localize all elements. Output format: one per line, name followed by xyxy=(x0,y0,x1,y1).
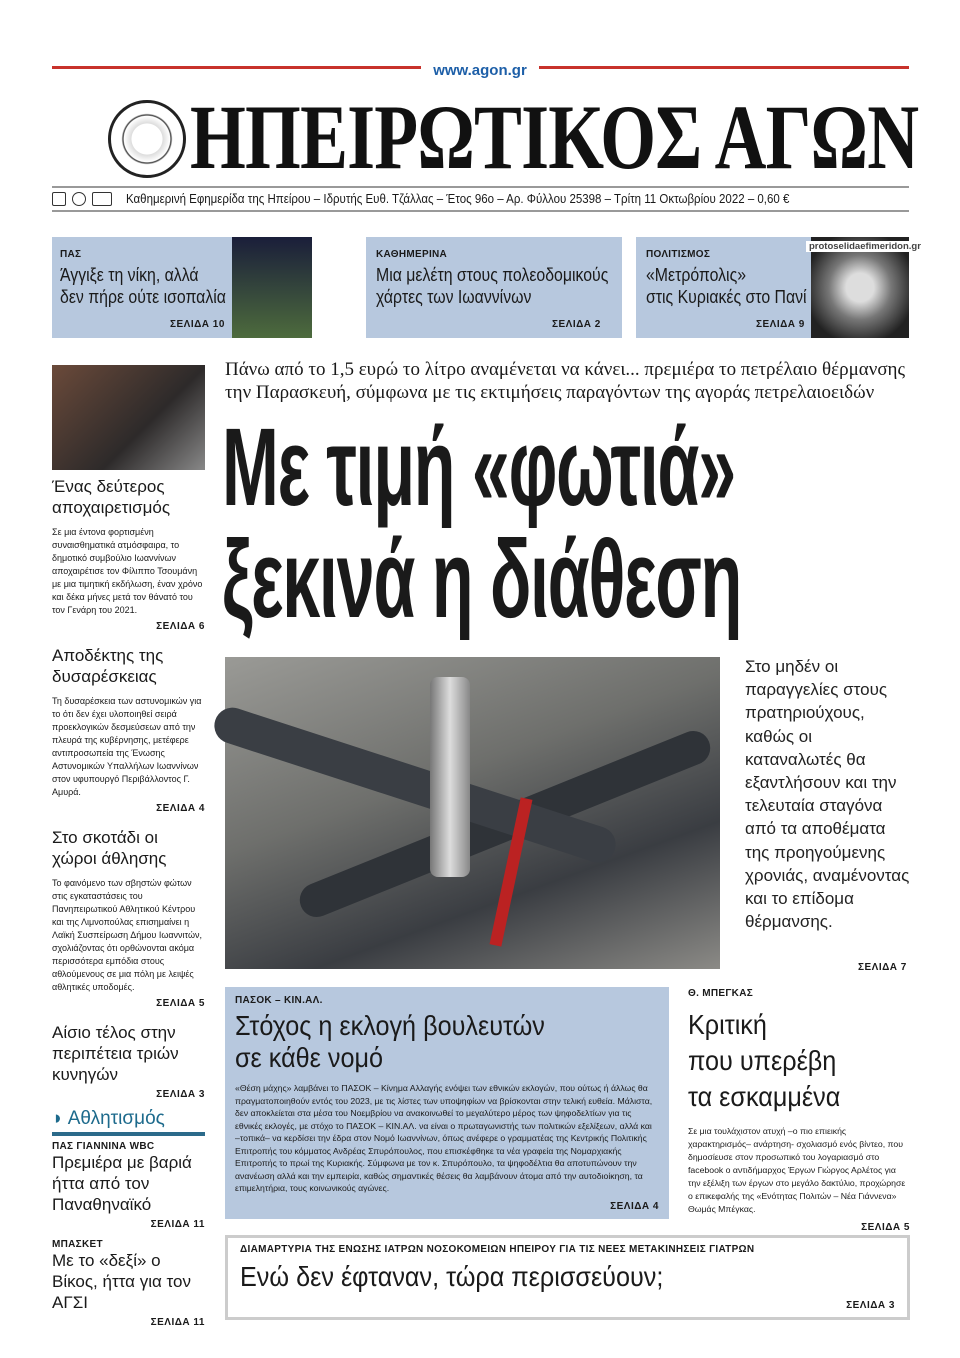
article-kicker: ΜΠΑΣΚΕΤ xyxy=(52,1239,103,1250)
page-ref: ΣΕΛΙΔΑ 3 xyxy=(846,1300,895,1311)
teaser-kicker: ΠΑΣ xyxy=(60,249,82,260)
teaser-pas[interactable] xyxy=(52,237,312,338)
teaser-kathimerina[interactable] xyxy=(366,237,622,338)
article-kicker: ΠΑΣΟΚ – ΚΙΝ.ΑΛ. xyxy=(235,995,323,1006)
article-title: Στόχος η εκλογή βουλευτών xyxy=(235,1010,545,1041)
article-body: Σε μια έντονα φορτισμένη συναισθηματικά ατμόσφαιρα, το δημοτικό συμβούλιο Ιωαννίνων αποχαιρέτισε τον Φίλιππο Τσουμάνη με μια τιμητική εκδήλωση, έναν χρόνο και δέκα μήνες μετά τον θάνατό του τον Γενάρη του 2021. xyxy=(52,527,203,615)
page-ref: ΣΕΛΙΔΑ 4 xyxy=(156,803,205,814)
page-ref: ΣΕΛΙΔΑ 2 xyxy=(552,319,601,330)
teaser-kicker: ΚΑΘΗΜΕΡΙΝΑ xyxy=(376,249,448,260)
lead-subhead: Πάνω από το 1,5 ευρώ το λίτρο αναμένεται να κάνει... πρεμιέρα το πετρέλαιο θέρμανσης την Παρασκευή, σύμφωνα με τις εκτιμήσεις παραγόντων της αγοράς πετρελαιοειδών xyxy=(225,359,906,403)
teaser-kicker: ΠΟΛΙΤΙΣΜΟΣ xyxy=(646,249,711,260)
teaser-title: Άγγιξε τη νίκη, αλλά xyxy=(60,265,199,285)
lead-summary: Στο μηδέν οι παραγγελίες στους πρατηριούχους, καθώς οι καταναλωτές θα εξαντλήσουν και την τελευταία σταγόνα από τα αποθέματα της προηγούμενης χρονιάς, αναμένοντας και το επίδομα θέρμανσης. xyxy=(745,657,910,932)
doctors-article[interactable] xyxy=(225,1235,910,1320)
page-ref: ΣΕΛΙΔΑ 11 xyxy=(150,1317,205,1328)
issue-info-bar xyxy=(52,186,909,212)
issue-info: Καθημερινή Εφημερίδα της Ηπείρου – Ιδρυτής Ευθ. Τζάλλας – Έτος 96ο – Αρ. Φύλλου 25398 – Τρίτη 11 Οκτωβρίου 2022 – 0,60 € xyxy=(126,192,790,206)
pasok-article[interactable] xyxy=(225,987,669,1219)
article-body: Τη δυσαρέσκεια των αστυνομικών για το ότι δεν έχει υλοποιηθεί σειρά προεκλογικών δεσμεύσεων από την πλευρά της κυβέρνησης, μετέφερε αντιπροσωπεία της Ένωσης Αστυνομικών Υπαλλήλων Ιωαννίνων στον υφυπουργό Περιβάλλοντος Γ. Αμυρά. xyxy=(52,696,202,797)
teaser-politismos[interactable] xyxy=(636,237,921,338)
article-kicker: ΔΙΑΜΑΡΤΥΡΙΑ ΤΗΣ ΕΝΩΣΗΣ ΙΑΤΡΩΝ ΝΟΣΟΚΟΜΕΙΩΝ ΗΠΕΙΡΟΥ ΓΙΑ ΤΙΣ ΝΕΕΣ ΜΕΤΑΚΙΝΗΣΕΙΣ ΓΙΑΤΡΩΝ xyxy=(240,1244,755,1255)
lead-headline[interactable]: Με τιμή «φωτιά» ξεκινά η διάθεση xyxy=(222,406,742,641)
teaser-title: χάρτες των Ιωαννίνων xyxy=(376,287,532,307)
article-kicker: ΠΑΣ ΓΙΑΝΝΙΝΑ WBC xyxy=(52,1141,155,1152)
page-ref: ΣΕΛΙΔΑ 5 xyxy=(861,1222,910,1233)
website-link[interactable]: www.agon.gr xyxy=(421,62,539,79)
article-body: Το φαινόμενο των σβηστών φώτων στις εγκαταστάσεις του Πανηπειρωτικού Αθλητικού Κέντρου και της Λιμνοπούλας επισημαίνει η Λαϊκή Συσπείρωση Δήμου Ιωαννιτών, σχολιάζοντας ότι ορθώνονται ακόμα περισσότερα εμπόδια στους αθλούμενους σε μια πόλη με λειψές αθλητικές υποδομές. xyxy=(52,878,203,992)
article-title[interactable]: Πρεμιέρα με βαριά ήττα από τον Παναθηναϊκό xyxy=(52,1153,192,1214)
article-title: σε κάθε νομό xyxy=(235,1042,384,1073)
watermark: protoselidaefimeridon.gr xyxy=(806,241,924,252)
left-column xyxy=(52,365,205,1329)
website-url[interactable] xyxy=(0,62,960,80)
article-title[interactable]: Αίσιο τέλος στην περιπέτεια τριών κυνηγών xyxy=(52,1023,179,1084)
ceremony-photo xyxy=(52,365,205,470)
page-ref: ΣΕΛΙΔΑ 6 xyxy=(156,621,205,632)
page-ref: ΣΕΛΙΔΑ 11 xyxy=(150,1219,205,1230)
publisher-icon xyxy=(52,192,66,206)
article-body: «Θέση μάχης» λαμβάνει το ΠΑΣΟΚ – Κίνημα Αλλαγής ενόψει των εθνικών εκλογών, που ούτως ή άλλως θα πραγματοποιηθούν εντός του 2023, με τις λίστες των υποψηφίων να βρίσκονται στην τελική ευθεία. Μάλιστα, δεν αποκλείεται στα μέσα του Νοεμβρίου να ανακοινωθεί το μεγαλύτερο μέρος των ψηφοδελτίων για τις εθνικές εκλογές, με στόχο το ΠΑΣΟΚ – ΚΙΝ.ΑΛ. να είναι ο πρωταγωνιστής των πολιτικών εξελίξεων, αλλά και –τοπικά– να κερδίσει την έδρα στον Νομό Ιωαννίνων, όπως ανέφερε ο γραμματέας της Κεντρικής Πολιτικής Επιτροπής του κόμματος Ανδρέας Σπυρόπουλος, που επισκέφθηκε τα νέα γραφεία της Νομαρχιακής Επιτροπής το πρωί της Κυριακής. Σύμφωνα με τον κ. Σπυρόπουλο, τα ψηφοδέλτια θα αποτυπώνουν την ανανέωση αλλά και την εμπειρία, καθώς σημαντικές θέσεις θα λαμβάνουν άτομα από την αυτοδιοίκηση, τα επιμελητήρια, τους κοινωνικούς αγώνες. xyxy=(235,1083,653,1193)
article-title: Ενώ δεν έφταναν, τώρα περισσεύουν; xyxy=(240,1261,664,1292)
article-kicker: Θ. ΜΠΕΓΚΑΣ xyxy=(688,988,754,999)
page-ref: ΣΕΛΙΔΑ 3 xyxy=(156,1089,205,1100)
page-ref: ΣΕΛΙΔΑ 7 xyxy=(858,962,907,973)
article-title[interactable]: Στο σκοτάδι οι χώροι άθλησης xyxy=(52,828,167,868)
newspaper-logo xyxy=(108,100,186,178)
article-title[interactable]: Με το «δεξί» ο Βίκος, ήττα για τον ΑΓΣΙ xyxy=(52,1251,191,1312)
mpegkas-article[interactable] xyxy=(688,988,910,1233)
article-title: Κριτική που υπερέβη τα εσκαμμένα xyxy=(688,1009,841,1112)
page-ref: ΣΕΛΙΔΑ 10 xyxy=(170,319,225,330)
section-marker-icon: ◗ xyxy=(52,1108,68,1129)
teaser-title: «Μετρόπολις» xyxy=(646,265,747,285)
page-ref: ΣΕΛΙΔΑ 4 xyxy=(610,1200,659,1212)
association-icon xyxy=(72,192,86,206)
article-title[interactable]: Ένας δεύτερος αποχαιρετισμός xyxy=(52,477,171,517)
teaser-title: στις Κυριακές στο Πανί xyxy=(646,287,807,307)
film-photo xyxy=(811,237,909,338)
article-body: Σε μια τουλάχιστον ατυχή –ο πιο επιεικής χαρακτηρισμός– ανάρτηση- σχολιασμό ενός βίντεο, που δημοσίευσε στον προσωπικό του λογαριασμό στο facebook ο αντιδήμαρχος Έργων Γιώργος Αρλέτος για την εξέλιξη των έργων στο μεγάλο δακτύλιο, προχώρησε ο επικεφαλής της «Ενότητας Πολιτών – Νέα Γιάννενα» Θωμάς Μπέγκας. xyxy=(688,1126,906,1214)
elta-icon xyxy=(92,192,112,206)
sports-section-header: ◗ Αθλητισμός xyxy=(52,1107,205,1136)
fuel-hose-photo xyxy=(225,657,720,969)
page-ref: ΣΕΛΙΔΑ 5 xyxy=(156,998,205,1009)
newspaper-title: ΗΠΕΙΡΩΤΙΚΟΣ ΑΓΩΝ xyxy=(190,86,919,188)
article-title[interactable]: Αποδέκτης της δυσαρέσκειας xyxy=(52,646,164,686)
teaser-title: δεν πήρε ούτε ισοπαλία xyxy=(60,287,226,307)
football-photo xyxy=(232,237,312,338)
page-ref: ΣΕΛΙΔΑ 9 xyxy=(756,319,805,330)
teaser-title: Μια μελέτη στους πολεοδομικούς xyxy=(376,265,609,285)
